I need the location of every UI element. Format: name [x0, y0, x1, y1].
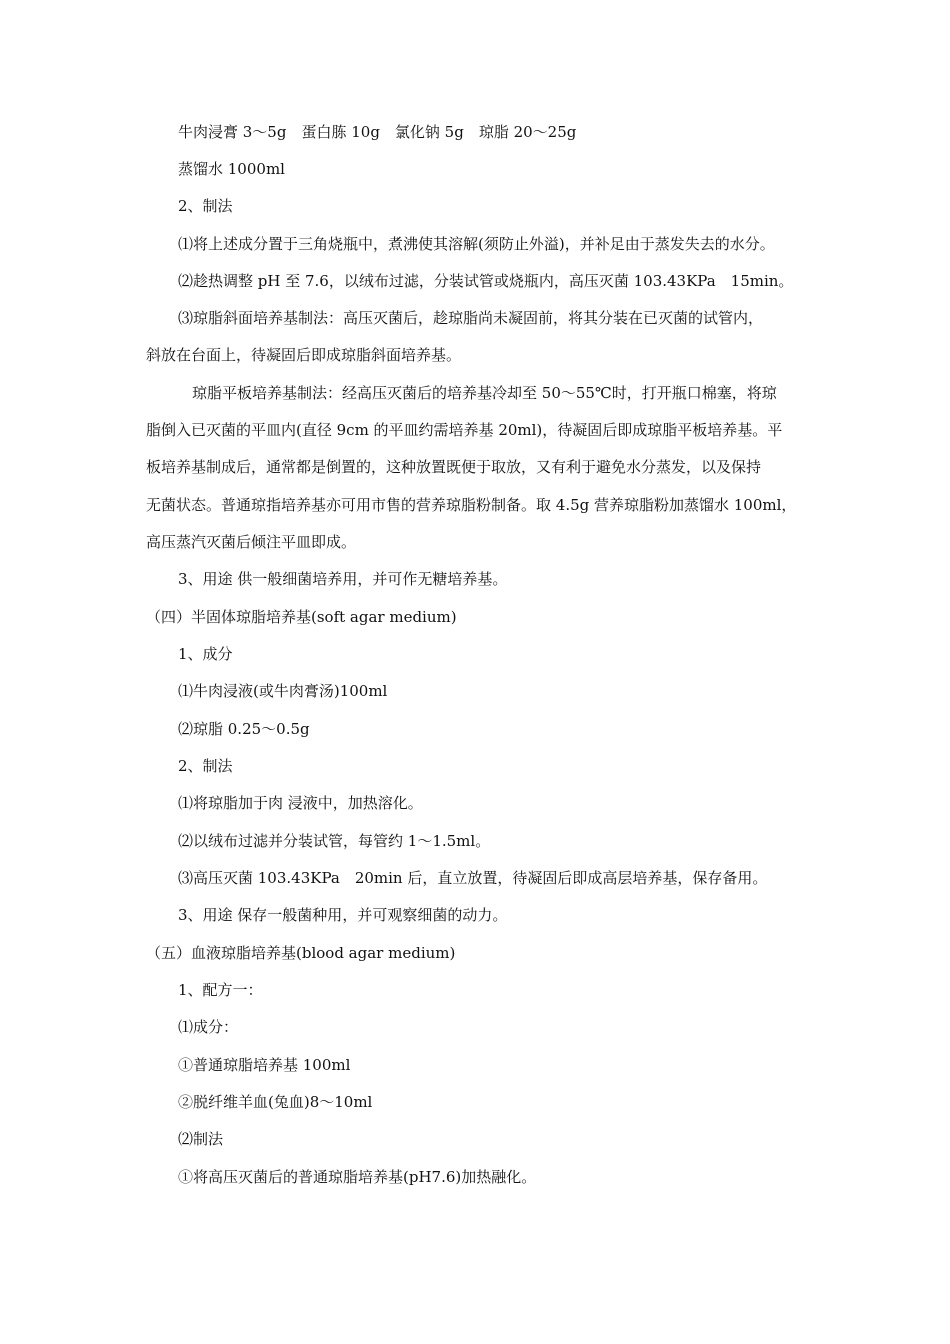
text-line: ①将高压灭菌后的普通琼脂培养基(pH7.6)加热融化。: [178, 1168, 537, 1186]
text-line: 3、用途 保存一般菌种用，并可观察细菌的动力。: [178, 906, 508, 924]
text-line: 琼脂平板培养基制法：经高压灭菌后的培养基冷却至 50～55℃时，打开瓶口棉塞，将琼: [192, 384, 777, 402]
text-line: 高压蒸汽灭菌后倾注平皿即成。: [146, 533, 357, 551]
text-line: ⑶高压灭菌 103.43KPa 20min 后，直立放置，待凝固后即成高层培养基，保存备用。: [178, 869, 768, 887]
text-line: ⑶琼脂斜面培养基制法：高压灭菌后，趁琼脂尚未凝固前，将其分装在已灭菌的试管内，: [178, 309, 764, 327]
text-line: ⑴将上述成分置于三角烧瓶中，煮沸使其溶解(须防止外溢)，并补足由于蒸发失去的水分。: [178, 235, 775, 253]
text-line: ⑵以绒布过滤并分装试管，每管约 1～1.5ml。: [178, 832, 491, 850]
section-heading: 2、制法: [178, 197, 233, 215]
text-line: 斜放在台面上，待凝固后即成琼脂斜面培养基。: [146, 346, 462, 364]
text-line: ⑴成分：: [178, 1018, 239, 1036]
section-heading: 1、配方一：: [178, 981, 263, 999]
text-line: ⑴将琼脂加于肉 浸液中，加热溶化。: [178, 794, 423, 812]
text-line: ⑴牛肉浸液(或牛肉膏汤)100ml: [178, 682, 388, 700]
section-heading: 2、制法: [178, 757, 233, 775]
text-line: 脂倒入已灭菌的平皿内(直径 9cm 的平皿约需培养基 20ml)，待凝固后即成琼脂平板培养基。平: [146, 421, 783, 439]
text-line: ①普通琼脂培养基 100ml: [178, 1056, 351, 1074]
section-heading: （四）半固体琼脂培养基(soft agar medium): [146, 608, 457, 626]
text-line: 板培养基制成后，通常都是倒置的，这种放置既便于取放，又有利于避免水分蒸发，以及保持: [146, 458, 762, 476]
text-line: 牛肉浸膏 3～5g 蛋白胨 10g 氯化钠 5g 琼脂 20～25g: [178, 123, 577, 141]
text-line: 3、用途 供一般细菌培养用，并可作无糖培养基。: [178, 570, 508, 588]
text-line: ⑵趁热调整 pH 至 7.6，以绒布过滤，分装试管或烧瓶内，高压灭菌 103.43KPa 15min。: [178, 272, 794, 290]
text-line: 无菌状态。普通琼指培养基亦可用市售的营养琼脂粉制备。取 4.5g 营养琼脂粉加蒸馏水 100ml，: [146, 496, 797, 514]
text-line: ⑵琼脂 0.25～0.5g: [178, 720, 310, 738]
text-line: ②脱纤维羊血(兔血)8～10ml: [178, 1093, 373, 1111]
section-heading: 1、成分: [178, 645, 233, 663]
text-line: 蒸馏水 1000ml: [178, 160, 285, 178]
text-line: ⑵制法: [178, 1130, 224, 1148]
section-heading: （五）血液琼脂培养基(blood agar medium): [146, 944, 456, 962]
